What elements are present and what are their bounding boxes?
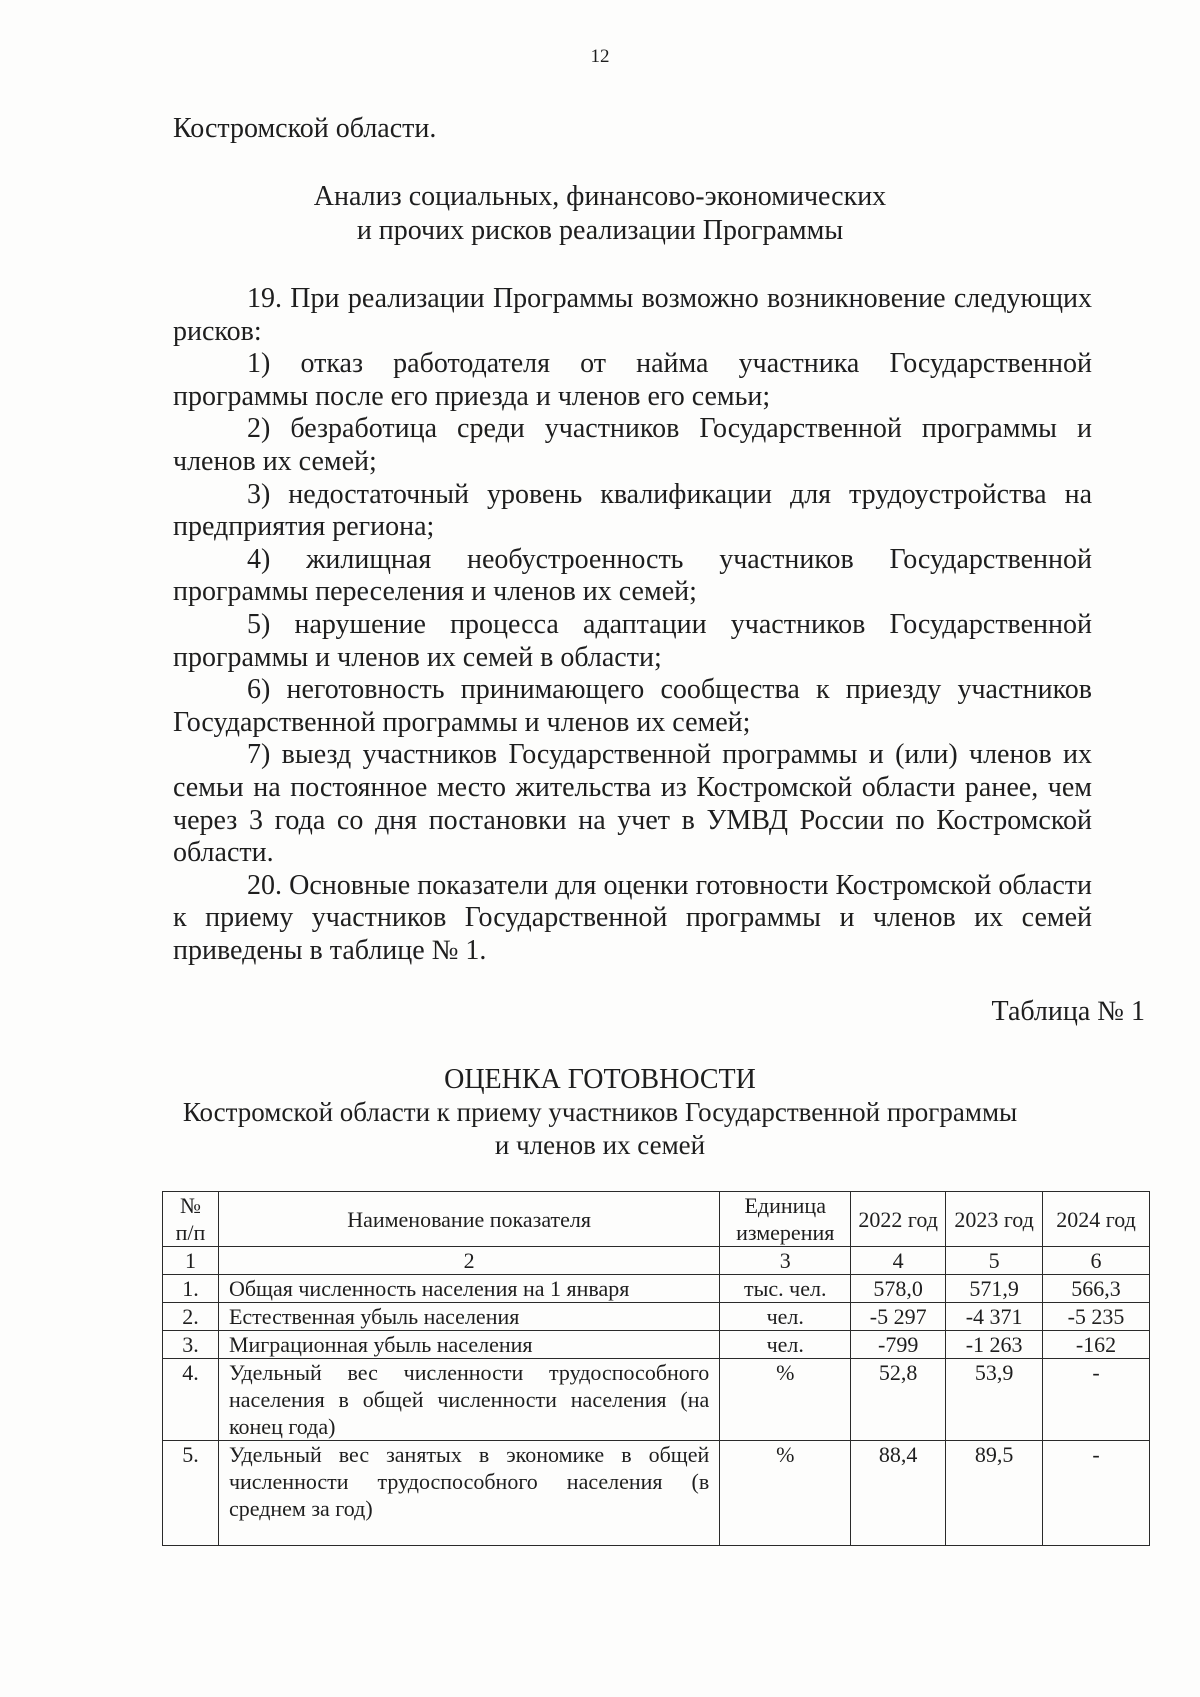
row-value-2024: 566,3	[1043, 1275, 1150, 1303]
column-number: 4	[851, 1247, 946, 1275]
table-row	[163, 1275, 1150, 1303]
table-header-row	[163, 1192, 1150, 1247]
header-2022: 2022 год	[851, 1192, 946, 1247]
table-row	[163, 1303, 1150, 1331]
row-name: Естественная убыль населения	[218, 1303, 719, 1331]
row-value-2022: 88,4	[851, 1441, 946, 1546]
row-value-2023: 89,5	[946, 1441, 1043, 1546]
table-title-line-2: Костромской области к приему участников Государственной программы	[182, 1097, 1018, 1127]
paragraph-19: 19. При реализации Программы возможно возникновение следующих рисков:	[173, 283, 1092, 347]
risk-item-6: 6) неготовность принимающего сообщества к приезду участников Государственной программы и членов их семей;	[173, 674, 1092, 738]
row-value-2024: -5 235	[1043, 1303, 1150, 1331]
readiness-table	[162, 1191, 1150, 1546]
row-value-2022: 52,8	[851, 1359, 946, 1441]
row-num: 5.	[163, 1441, 219, 1546]
table-caption: Таблица № 1	[991, 996, 1145, 1027]
row-num: 1.	[163, 1275, 219, 1303]
risk-item-5: 5) нарушение процесса адаптации участников Государственной программы и членов их семей в области;	[173, 608, 1092, 673]
row-value-2023: -1 263	[946, 1331, 1043, 1359]
body-text	[173, 283, 1092, 967]
header-name: Наименование показателя	[218, 1192, 719, 1247]
header-num: № п/п	[163, 1192, 219, 1247]
row-unit: %	[720, 1441, 851, 1546]
column-number-row	[163, 1247, 1150, 1275]
row-value-2024: -162	[1043, 1331, 1150, 1359]
table-row	[163, 1331, 1150, 1359]
table-row	[163, 1359, 1150, 1441]
section-title-line-1: Анализ социальных, финансово-экономических	[313, 181, 887, 212]
row-name: Общая численность населения на 1 января	[218, 1275, 719, 1303]
row-value-2023: 571,9	[946, 1275, 1043, 1303]
row-num: 4.	[163, 1359, 219, 1441]
row-value-2022: -799	[851, 1331, 946, 1359]
row-value-2024: -	[1043, 1359, 1150, 1441]
header-unit: Единица измерения	[720, 1192, 851, 1247]
column-number: 1	[163, 1247, 219, 1275]
table-row	[163, 1441, 1150, 1546]
row-name: Удельный вес занятых в экономике в общей численности трудоспособного населения (в среднем за год)	[218, 1441, 719, 1546]
row-name: Удельный вес численности трудоспособного населения в общей численности населения (на конец года)	[218, 1359, 719, 1441]
row-num: 3.	[163, 1331, 219, 1359]
table-title-line-3: и членов их семей	[494, 1130, 706, 1160]
section-title	[0, 180, 1200, 248]
row-unit: тыс. чел.	[720, 1275, 851, 1303]
row-value-2024: -	[1043, 1441, 1150, 1546]
row-unit: чел.	[720, 1303, 851, 1331]
column-number: 3	[720, 1247, 851, 1275]
risk-item-1: 1) отказ работодателя от найма участника Государственной программы после его приезда и членов его семьи;	[173, 348, 1092, 412]
column-number: 2	[218, 1247, 719, 1275]
risk-item-4: 4) жилищная необустроенность участников Государственной программы переселения и членов их семей;	[173, 543, 1092, 608]
row-num: 2.	[163, 1303, 219, 1331]
row-value-2022: -5 297	[851, 1303, 946, 1331]
section-title-line-2: и прочих рисков реализации Программы	[356, 215, 844, 246]
lead-text: Костромской области.	[173, 113, 437, 144]
table-title	[0, 1063, 1200, 1162]
risk-item-2: 2) безработица среди участников Государственной программы и членов их семей;	[173, 413, 1092, 477]
row-unit: чел.	[720, 1331, 851, 1359]
column-number: 5	[946, 1247, 1043, 1275]
table-title-line-1: ОЦЕНКА ГОТОВНОСТИ	[444, 1064, 756, 1095]
column-number: 6	[1043, 1247, 1150, 1275]
risk-item-3: 3) недостаточный уровень квалификации для трудоустройства на предприятия региона;	[173, 478, 1092, 543]
row-value-2022: 578,0	[851, 1275, 946, 1303]
row-value-2023: 53,9	[946, 1359, 1043, 1441]
row-value-2023: -4 371	[946, 1303, 1043, 1331]
row-unit: %	[720, 1359, 851, 1441]
page-number: 12	[590, 46, 610, 67]
risk-item-7: 7) выезд участников Государственной программы и (или) членов их семьи на постоянное место жительства из Костромской области ранее, чем через 3 года со дня постановки на учет в УМВД России по Костромской области.	[173, 739, 1092, 869]
header-2023: 2023 год	[946, 1192, 1043, 1247]
row-name: Миграционная убыль населения	[218, 1331, 719, 1359]
paragraph-20: 20. Основные показатели для оценки готовности Костромской области к приему участников Государственной программы и членов их семей приведены в таблице № 1.	[173, 869, 1092, 966]
header-2024: 2024 год	[1043, 1192, 1150, 1247]
